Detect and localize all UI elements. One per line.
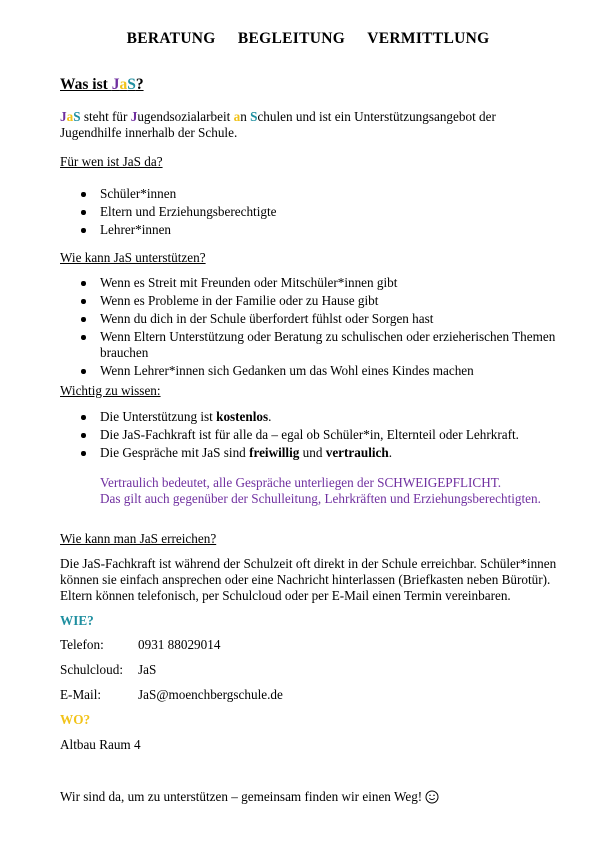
wie-heading: WIE? [60,613,94,628]
reach-paragraph: Die JaS-Fachkraft ist während der Schulzeit oft direkt in der Schule erreichbar. Schüler*innen können sie einfach ansprechen oder eine Nachricht hinterlassen (Briefkasten neben Bürotür). Eltern können telefonisch, per Schulcloud oder per E-Mail einen Termin vereinbaren. [60,556,557,603]
header-word: BEGLEITUNG [237,30,346,47]
header-word: BERATUNG [126,30,216,47]
phone-row: Telefon: 0931 88029014 [60,637,221,652]
for-whom-heading: Für wen ist JaS da? [60,154,163,169]
schulcloud-row: Schulcloud: JaS [60,662,157,677]
list-item: Die JaS-Fachkraft ist für alle da – egal ob Schüler*in, Elternteil oder Lehrkraft. [60,427,560,443]
page-title: Was ist JaS? [60,76,144,93]
list-item: Schüler*innen [60,186,560,202]
list-item: Wenn Eltern Unterstützung oder Beratung zu schulischen oder erzieherischen Themen brauchen [60,329,560,361]
list-item: Die Gespräche mit JaS sind freiwillig und vertraulich. [60,445,560,461]
list-item: Lehrer*innen [60,222,560,238]
list-item: Die Unterstützung ist kostenlos. [60,409,560,425]
important-list [60,409,560,463]
list-item: Wenn es Probleme in der Familie oder zu Hause gibt [60,293,560,309]
closing-line: Wir sind da, um zu unterstützen – gemeinsam finden wir einen Weg! [60,789,439,808]
wo-heading: WO? [60,712,91,727]
for-whom-list [60,186,560,240]
reach-heading: Wie kann man JaS erreichen? [60,531,217,546]
confidentiality-note: Vertraulich bedeutet, alle Gespräche unterliegen der SCHWEIGEPFLICHT. Das gilt auch gegenüber der Schulleitung, Lehrkräften und Erziehungsberechtigten. [100,475,541,506]
header-title [0,31,616,47]
list-item: Wenn du dich in der Schule überfordert fühlst oder Sorgen hast [60,311,560,327]
list-item: Eltern und Erziehungsberechtigte [60,204,560,220]
location-text: Altbau Raum 4 [60,737,141,752]
support-list [60,275,560,381]
phone-number: 0931 88029014 [138,637,221,652]
header-word: VERMITTLUNG [367,30,490,47]
support-heading: Wie kann JaS unterstützen? [60,250,206,265]
list-item: Wenn Lehrer*innen sich Gedanken um das Wohl eines Kindes machen [60,363,560,379]
email-address: JaS@moenchbergschule.de [138,687,283,702]
smiley-icon [425,790,439,808]
important-heading: Wichtig zu wissen: [60,383,161,398]
list-item: Wenn es Streit mit Freunden oder Mitschüler*innen gibt [60,275,560,291]
intro-paragraph: JaS steht für Jugendsozialarbeit an Schulen und ist ein Unterstützungsangebot der Jugendhilfe innerhalb der Schule. [60,109,496,140]
email-row: E-Mail: JaS@moenchbergschule.de [60,687,283,702]
